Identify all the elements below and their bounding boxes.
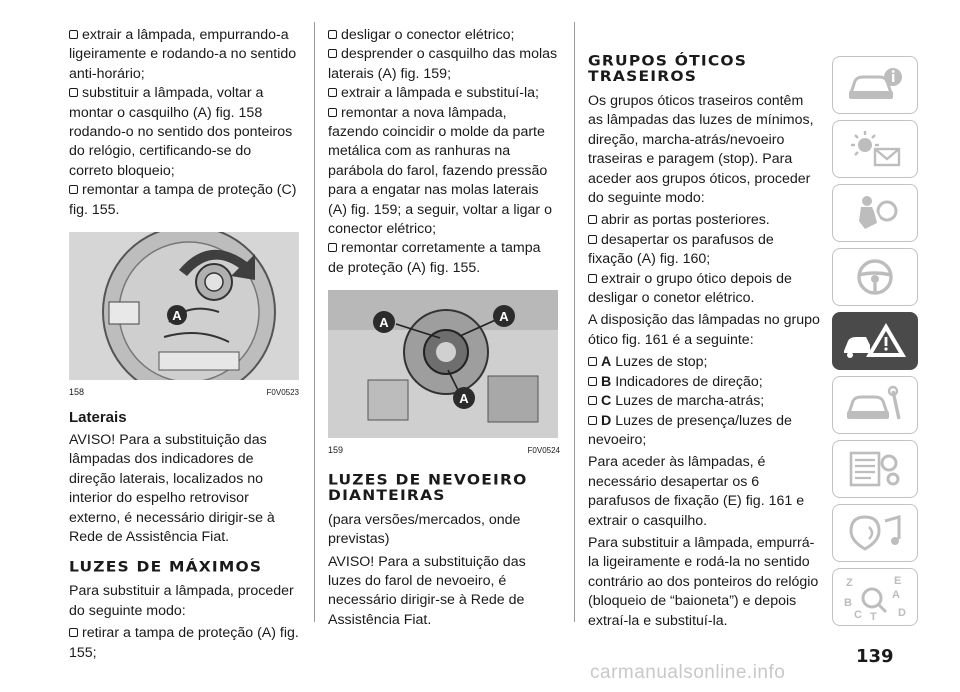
checkbox-bullet-icon xyxy=(588,274,597,283)
list-item: remontar a nova lâmpada, fazendo coincidir o molde da parte metálica com as ranhuras na parábola do farol, fazendo pressão para a engatar nas molas laterais (A) fig. 159; a seguir, voltar a ligar o conector elétrico; xyxy=(328,104,552,238)
list-gears-icon xyxy=(845,449,905,489)
para-aceder-text: Para aceder às lâmpadas, é necessário desapertar os 6 parafusos de fixação (E) fig. 161 e extrair o casquilho. xyxy=(588,454,805,529)
index-letter-z: Z xyxy=(846,577,853,589)
index-letter-b: B xyxy=(844,597,852,609)
figure-159-caption xyxy=(328,441,560,460)
nevoeiro-subtitle: (para versões/mercados, onde previstas) xyxy=(328,511,521,548)
tab-airbag[interactable] xyxy=(832,184,918,242)
index-letter-a: A xyxy=(892,589,900,601)
watermark: carmanualsonline.info xyxy=(590,662,786,683)
nevoeiro-heading: LUZES DE NEVOEIRO DIANTEIRAS xyxy=(328,471,528,504)
warning-triangle-icon xyxy=(840,319,910,363)
index-abc-icon xyxy=(840,572,910,622)
nevoeiro-text: AVISO! Para a substituição das luzes do farol de nevoeiro, é necessário dirigir-se à Rede de Assistência Fiat. xyxy=(328,553,526,628)
list-item: retirar a tampa de proteção (A) fig. 155; xyxy=(69,625,299,661)
index-letter-d: D xyxy=(898,607,906,619)
list-item: desprender o casquilho das molas laterais (A) fig. 159; xyxy=(328,46,558,82)
tab-car-tools[interactable] xyxy=(832,376,918,434)
tab-lights-mail[interactable] xyxy=(832,120,918,178)
checkbox-bullet-icon xyxy=(69,88,78,97)
car-tools-icon xyxy=(845,385,905,425)
lamp-item: C Luzes de marcha-atrás; xyxy=(588,392,820,411)
steering-wheel-icon xyxy=(845,257,905,297)
column-1 xyxy=(69,26,299,663)
tab-warning-triangle[interactable] xyxy=(832,312,918,370)
checkbox-bullet-icon xyxy=(588,377,597,386)
list-item: remontar corretamente a tampa de proteção (A) fig. 155. xyxy=(328,240,541,276)
checkbox-bullet-icon xyxy=(69,628,78,637)
checkbox-bullet-icon xyxy=(588,235,597,244)
column-3 xyxy=(588,26,820,634)
maximos-text: Para substituir a lâmpada, proceder do seguinte modo: xyxy=(69,583,294,619)
lights-mail-icon xyxy=(845,129,905,169)
laterais-heading: Laterais xyxy=(69,409,127,427)
tab-index-abc[interactable] xyxy=(832,568,918,626)
figure-label-A: A xyxy=(499,309,509,325)
column-2 xyxy=(328,26,560,633)
checkbox-bullet-icon xyxy=(328,243,337,252)
tab-car-info[interactable] xyxy=(832,56,918,114)
list-item: remontar a tampa de proteção (C) fig. 155. xyxy=(69,182,297,218)
checkbox-bullet-icon xyxy=(328,108,337,117)
list-item: abrir as portas posteriores. xyxy=(588,211,820,230)
checkbox-bullet-icon xyxy=(588,416,597,425)
list-item: extrair a lâmpada, empurrando-a ligeiramente e rodando-a no sentido anti-horário; xyxy=(69,27,297,82)
col1-step-list xyxy=(69,26,299,220)
list-item: extrair a lâmpada e substituí-la; xyxy=(328,84,560,103)
car-info-icon xyxy=(845,65,905,105)
index-letter-c: C xyxy=(854,609,862,621)
lamp-item: B Indicadores de direção; xyxy=(588,373,820,392)
list-item: extrair o grupo ótico depois de desligar o conetor elétrico. xyxy=(588,270,792,307)
list-item: desapertar os parafusos de fixação (A) fig. 160; xyxy=(588,231,774,268)
figure-158-photo xyxy=(69,232,299,380)
column-divider-1 xyxy=(314,22,315,622)
figure-number: 159 xyxy=(328,445,344,456)
checkbox-bullet-icon xyxy=(328,49,337,58)
index-letter-e: E xyxy=(894,575,902,587)
tab-list-gears[interactable] xyxy=(832,440,918,498)
laterais-text: AVISO! Para a substituição das lâmpadas dos indicadores de direção laterais, localizados no interior do espelho retrovisor externo, é necessário dirigir-se à Rede de Assistência Fiat. xyxy=(69,431,275,545)
music-nav-icon xyxy=(845,513,905,553)
grupos-heading: GRUPOS ÓTICOS TRASEIROS xyxy=(588,52,748,85)
list-item: substituir a lâmpada, voltar a montar o casquilho (A) fig. 158 rodando-o no sentido dos ponteiros do relógio, certificando-se do correto bloqueio; xyxy=(69,85,293,179)
index-letter-t: T xyxy=(870,611,877,622)
checkbox-bullet-icon xyxy=(588,396,597,405)
figure-158-caption xyxy=(69,383,299,402)
figure-label-A: A xyxy=(172,308,182,324)
tab-music-nav[interactable] xyxy=(832,504,918,562)
col2-step-list xyxy=(328,26,560,278)
tab-steering-wheel[interactable] xyxy=(832,248,918,306)
checkbox-bullet-icon xyxy=(588,215,597,224)
list-item: desligar o conector elétrico; xyxy=(328,26,560,45)
lamp-item: A Luzes de stop; xyxy=(588,353,820,372)
page-number: 139 xyxy=(856,646,894,667)
figure-code: F0V0524 xyxy=(527,446,560,456)
lamp-item: D Luzes de presença/luzes de nevoeiro; xyxy=(588,412,792,448)
checkbox-bullet-icon xyxy=(588,357,597,366)
checkbox-bullet-icon xyxy=(69,30,78,39)
para-substituir-text: Para substituir a lâmpada, empurrá-la ligeiramente e rodá-la no sentido contrário ao dos ponteiros do relógio (bloqueio de “baioneta”) e depois extraí-la e substituí-la. xyxy=(588,534,819,629)
checkbox-bullet-icon xyxy=(328,88,337,97)
figure-159-photo xyxy=(328,290,558,438)
grupos-intro: Os grupos óticos traseiros contêm as lâmpadas das luzes de mínimos, direção, marcha-atrás/nevoeiro traseiras e paragem (stop). Para aceder aos grupos óticos, proceder do seguinte modo: xyxy=(588,93,814,207)
figure-label-A: A xyxy=(459,391,469,407)
maximos-heading: LUZES DE MÁXIMOS xyxy=(69,559,263,576)
figure-number: 158 xyxy=(69,387,85,398)
figure-code: F0V0523 xyxy=(266,388,299,398)
column-divider-2 xyxy=(574,22,575,622)
airbag-icon xyxy=(845,193,905,233)
disposicao-text: A disposição das lâmpadas no grupo ótico fig. 161 é a seguinte: xyxy=(588,312,820,348)
checkbox-bullet-icon xyxy=(328,30,337,39)
figure-label-A: A xyxy=(379,315,389,331)
checkbox-bullet-icon xyxy=(69,185,78,194)
